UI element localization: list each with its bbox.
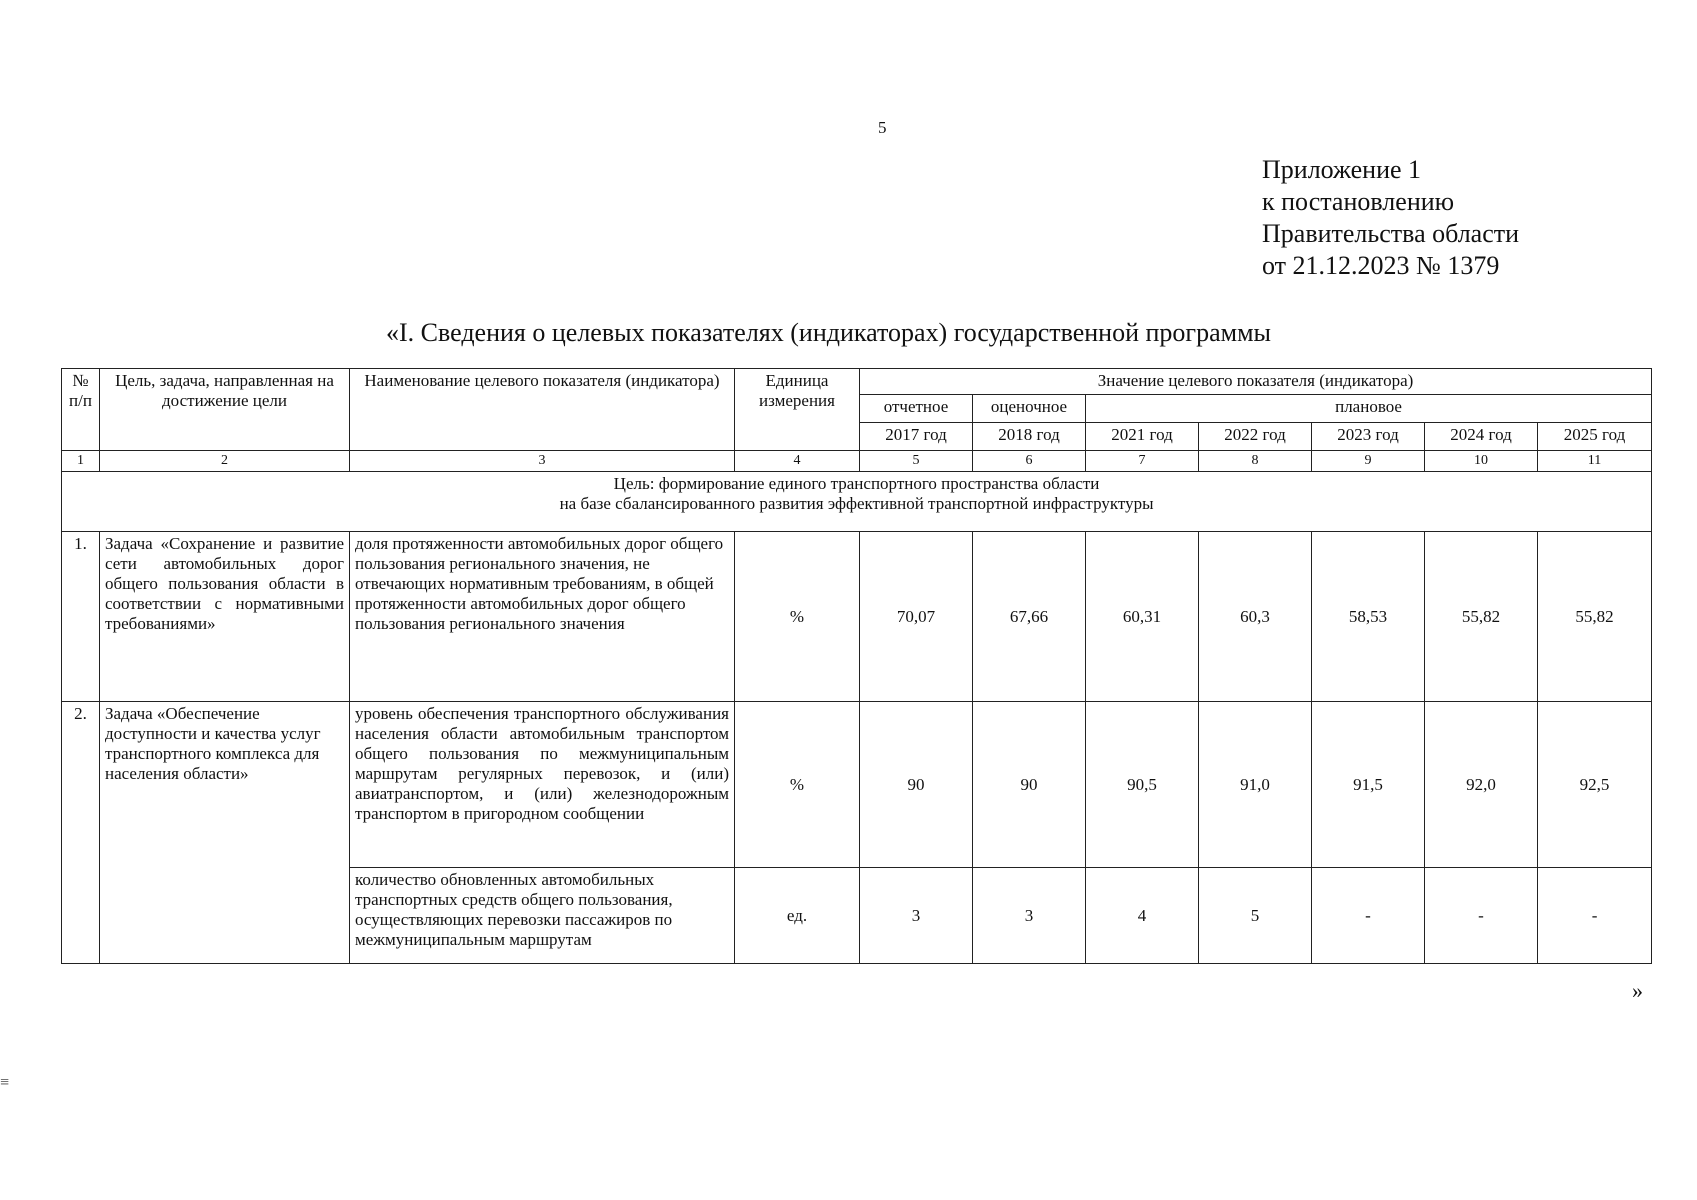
row-value: - <box>1425 868 1538 964</box>
header-year: 2022 год <box>1199 423 1312 451</box>
table-row <box>62 532 1652 702</box>
row-value: 91,5 <box>1312 702 1425 868</box>
row-indicator: уровень обеспечения транспортного обслуживания населения области автомобильным транспортом общего пользования по межмуниципальным маршрутам регулярных перевозок, и (или) авиатранспортом, и (или) железнодорожным транспортом в пригородном сообщении <box>350 702 735 868</box>
column-number: 5 <box>860 451 973 472</box>
column-number: 4 <box>735 451 860 472</box>
header-year: 2024 год <box>1425 423 1538 451</box>
row-value: 60,3 <box>1199 532 1312 702</box>
closing-quote: » <box>1632 978 1643 1003</box>
appendix-line: Правительства области <box>1262 219 1520 248</box>
row-value: 90 <box>860 702 973 868</box>
row-value: 90 <box>973 702 1086 868</box>
row-value: 91,0 <box>1199 702 1312 868</box>
row-value: 92,5 <box>1538 702 1652 868</box>
header-value: Значение целевого показателя (индикатора) <box>860 369 1652 395</box>
header-year: 2023 год <box>1312 423 1425 451</box>
row-value: 92,0 <box>1425 702 1538 868</box>
row-task: Задача «Сохранение и развитие сети автомобильных дорог общего пользования области в соответствии с нормативными требованиями» <box>100 532 350 702</box>
header-indicator: Наименование целевого показателя (индикатора) <box>350 369 735 451</box>
row-value: 70,07 <box>860 532 973 702</box>
document-title: «I. Сведения о целевых показателях (индикаторах) государственной программы <box>386 318 1272 347</box>
row-value: 60,31 <box>1086 532 1199 702</box>
row-value: 55,82 <box>1425 532 1538 702</box>
header-goal: Цель, задача, направленная на достижение цели <box>100 369 350 451</box>
row-value: 3 <box>860 868 973 964</box>
appendix-line: к постановлению <box>1262 187 1455 216</box>
row-value: - <box>1312 868 1425 964</box>
header-year: 2018 год <box>973 423 1086 451</box>
row-value: 3 <box>973 868 1086 964</box>
column-number: 7 <box>1086 451 1199 472</box>
row-num: 2. <box>62 702 100 964</box>
table-row <box>62 702 1652 868</box>
row-indicator: количество обновленных автомобильных транспортных средств общего пользования, осуществляющих перевозки пассажиров по межмуниципальным маршрутам <box>350 868 735 964</box>
row-unit: % <box>735 532 860 702</box>
row-indicator: доля протяженности автомобильных дорог общего пользования регионального значения, не отвечающих нормативным требованиям, в общей протяженности автомобильных дорог общего пользования регионального значения <box>350 532 735 702</box>
margin-mark: ≡ <box>0 1074 10 1091</box>
row-value: 55,82 <box>1538 532 1652 702</box>
row-value: 4 <box>1086 868 1199 964</box>
header-planned: плановое <box>1086 395 1652 423</box>
column-number: 10 <box>1425 451 1538 472</box>
goal-line: Цель: формирование единого транспортного пространства области <box>613 474 1100 493</box>
appendix-line: Приложение 1 <box>1262 155 1422 184</box>
header-num: № п/п <box>62 369 100 451</box>
indicators-table <box>61 368 1652 964</box>
appendix-line: от 21.12.2023 № 1379 <box>1262 251 1500 280</box>
goal-row <box>62 472 1652 532</box>
row-unit: ед. <box>735 868 860 964</box>
column-number: 8 <box>1199 451 1312 472</box>
goal-line: на базе сбалансированного развития эффективной транспортной инфраструктуры <box>559 494 1154 513</box>
header-year: 2025 год <box>1538 423 1652 451</box>
column-number: 1 <box>62 451 100 472</box>
row-value: 90,5 <box>1086 702 1199 868</box>
column-number: 3 <box>350 451 735 472</box>
row-value: 58,53 <box>1312 532 1425 702</box>
row-value: 67,66 <box>973 532 1086 702</box>
column-number: 2 <box>100 451 350 472</box>
header-year: 2021 год <box>1086 423 1199 451</box>
header-unit: Единица измерения <box>735 369 860 451</box>
row-value: - <box>1538 868 1652 964</box>
row-unit: % <box>735 702 860 868</box>
column-number: 11 <box>1538 451 1652 472</box>
row-num: 1. <box>62 532 100 702</box>
header-year: 2017 год <box>860 423 973 451</box>
page-number: 5 <box>878 118 887 137</box>
column-number: 9 <box>1312 451 1425 472</box>
header-estimated: оценочное <box>973 395 1086 423</box>
header-reported: отчетное <box>860 395 973 423</box>
row-value: 5 <box>1199 868 1312 964</box>
column-number: 6 <box>973 451 1086 472</box>
row-task: Задача «Обеспечение доступности и качества услуг транспортного комплекса для населения области» <box>100 702 350 964</box>
appendix-block <box>1262 154 1519 282</box>
